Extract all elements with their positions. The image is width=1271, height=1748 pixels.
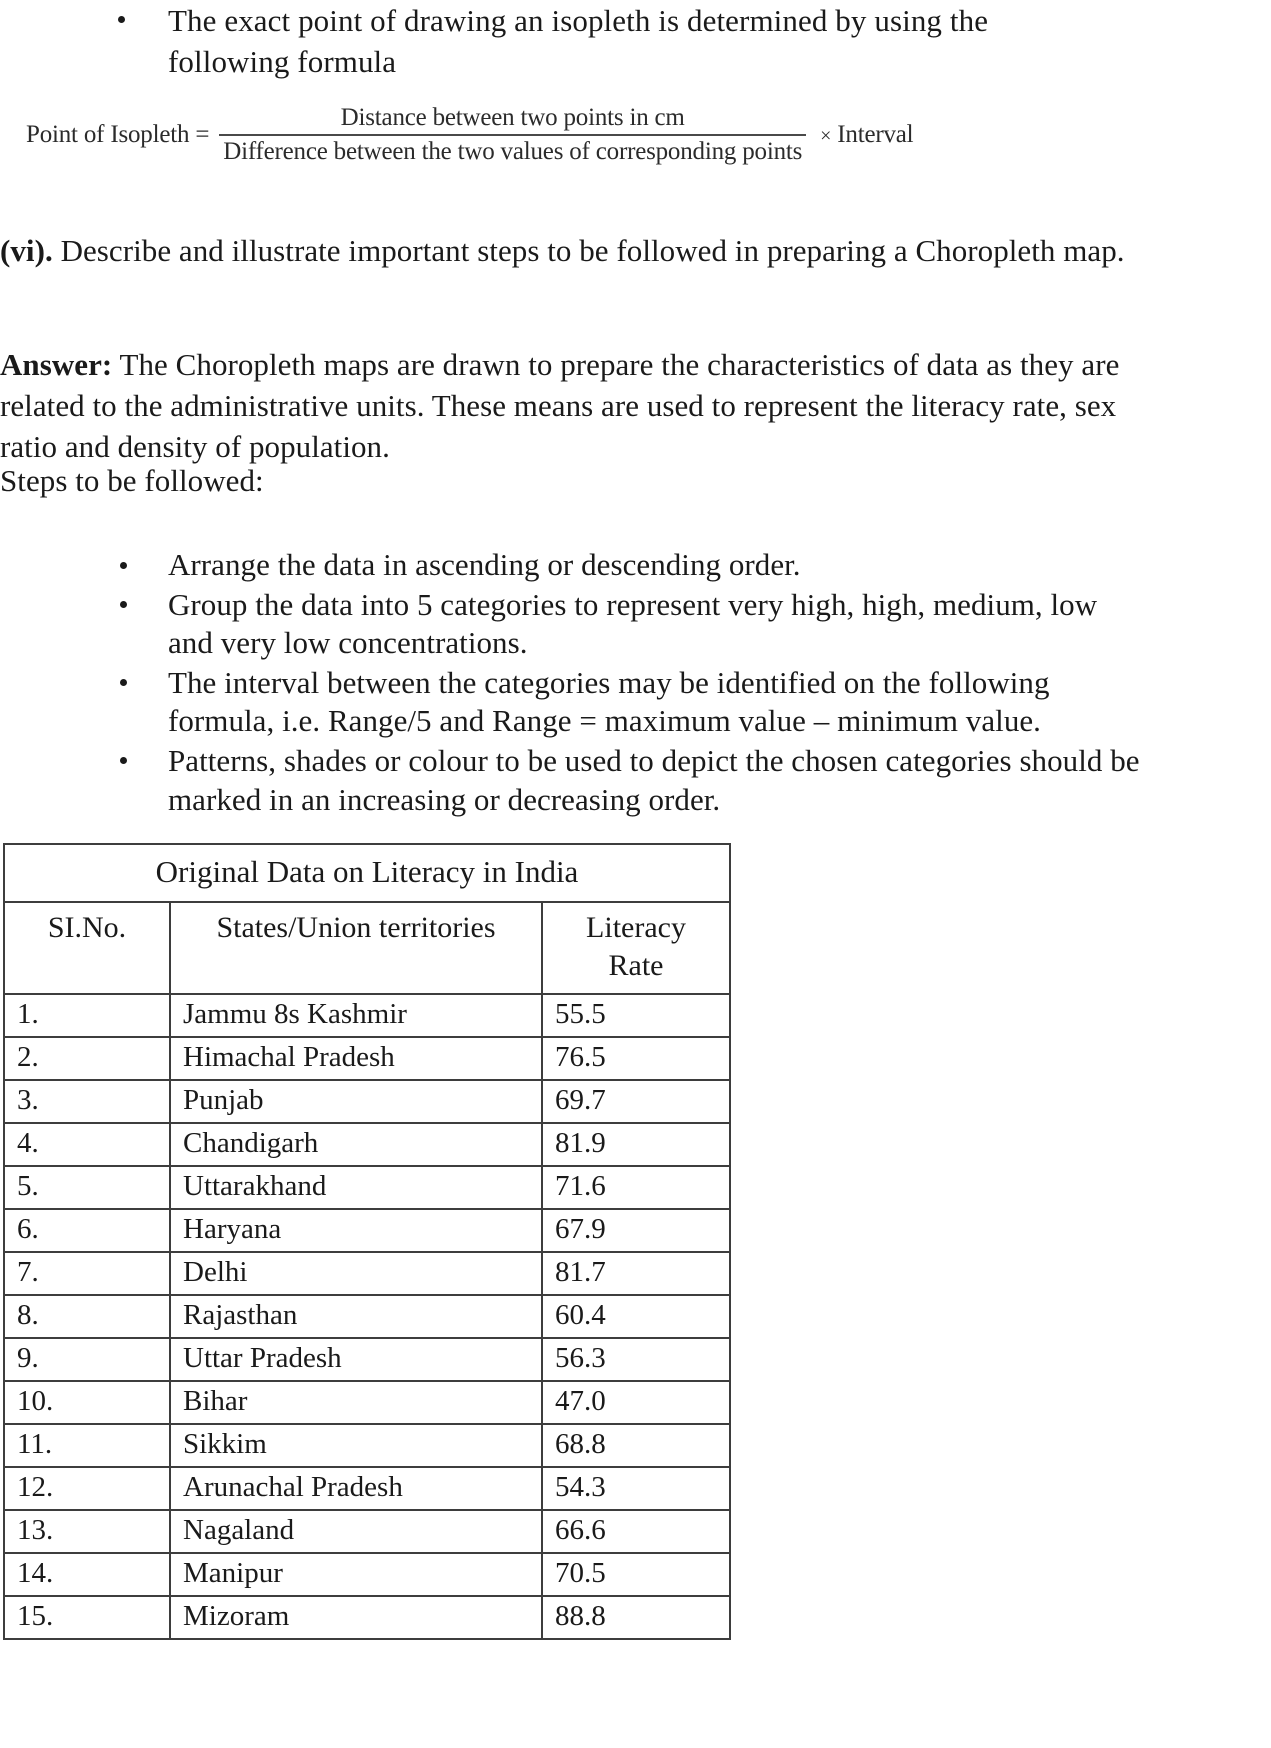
table-row — [4, 1295, 730, 1338]
cell-state: Bihar — [170, 1381, 542, 1424]
table-row — [4, 1424, 730, 1467]
table-row — [4, 1252, 730, 1295]
isopleth-formula — [26, 104, 913, 166]
cell-sl-no: 4. — [4, 1123, 170, 1166]
question-number: (vi). — [0, 233, 53, 268]
column-header-literacy-rate: Literacy Rate — [542, 902, 730, 994]
cell-sl-no: 5. — [4, 1166, 170, 1209]
steps-intro-text: Steps to be followed: — [0, 463, 264, 498]
formula-left-side: Point of Isopleth = — [26, 121, 210, 148]
table-row — [4, 1209, 730, 1252]
bullet-dot-icon — [120, 757, 127, 764]
cell-state: Himachal Pradesh — [170, 1037, 542, 1080]
cell-literacy-rate: 66.6 — [542, 1510, 730, 1553]
bullet-dot-icon — [118, 16, 125, 23]
cell-literacy-rate: 70.5 — [542, 1553, 730, 1596]
cell-literacy-rate: 81.9 — [542, 1123, 730, 1166]
table-header-row — [4, 902, 730, 994]
cell-state: Jammu 8s Kashmir — [170, 994, 542, 1037]
bullet-dot-icon — [120, 601, 127, 608]
answer-paragraph — [0, 344, 1160, 468]
list-item — [0, 546, 1180, 585]
cell-state: Nagaland — [170, 1510, 542, 1553]
cell-sl-no: 3. — [4, 1080, 170, 1123]
list-item — [0, 664, 1180, 741]
cell-state: Punjab — [170, 1080, 542, 1123]
table-row — [4, 1553, 730, 1596]
formula-fraction — [219, 104, 806, 166]
answer-label: Answer: — [0, 347, 113, 382]
table-row — [4, 994, 730, 1037]
table-row — [4, 1166, 730, 1209]
multiplication-icon: × — [820, 125, 832, 147]
column-header-state: States/Union territories — [170, 902, 542, 994]
bullet-text: Group the data into 5 categories to represent very high, high, medium, low and very low concentrations. — [168, 586, 1098, 661]
question-paragraph — [0, 230, 1160, 271]
list-item — [0, 586, 1180, 663]
cell-state: Manipur — [170, 1553, 542, 1596]
formula-numerator: Distance between two points in cm — [340, 104, 685, 131]
cell-literacy-rate: 55.5 — [542, 994, 730, 1037]
cell-state: Sikkim — [170, 1424, 542, 1467]
cell-sl-no: 11. — [4, 1424, 170, 1467]
cell-literacy-rate: 76.5 — [542, 1037, 730, 1080]
table-head — [4, 844, 730, 994]
bullet-text: The interval between the categories may be identified on the following formula, i.e. Range/5 and Range = maximum value – minimum value. — [168, 664, 1050, 739]
cell-state: Haryana — [170, 1209, 542, 1252]
cell-state: Arunachal Pradesh — [170, 1467, 542, 1510]
bullet-dot-icon — [120, 562, 127, 569]
cell-state: Uttar Pradesh — [170, 1338, 542, 1381]
cell-sl-no: 9. — [4, 1338, 170, 1381]
cell-sl-no: 8. — [4, 1295, 170, 1338]
cell-literacy-rate: 56.3 — [542, 1338, 730, 1381]
cell-literacy-rate: 81.7 — [542, 1252, 730, 1295]
table-row — [4, 1338, 730, 1381]
table-row — [4, 1123, 730, 1166]
table-title-row — [4, 844, 730, 902]
cell-literacy-rate: 67.9 — [542, 1209, 730, 1252]
bullet-text: Patterns, shades or colour to be used to depict the chosen categories should be marked in an increasing or decreasing order. — [168, 742, 1140, 817]
table-title: Original Data on Literacy in India — [4, 844, 730, 902]
cell-sl-no: 7. — [4, 1252, 170, 1295]
bullet-text: The exact point of drawing an isopleth is determined by using the following formula — [168, 3, 989, 80]
answer-text: The Choropleth maps are drawn to prepare the characteristics of data as they are related to the administrative units. These means are used to represent the literacy rate, sex ratio and density of population. — [0, 347, 1120, 465]
list-item — [0, 742, 1180, 819]
cell-literacy-rate: 88.8 — [542, 1596, 730, 1639]
cell-sl-no: 10. — [4, 1381, 170, 1424]
cell-sl-no: 14. — [4, 1553, 170, 1596]
bullet-dot-icon — [120, 679, 127, 686]
question-text: Describe and illustrate important steps to be followed in preparing a Choropleth map. — [52, 233, 1125, 268]
isopleth-bullet-list — [0, 0, 1271, 82]
cell-literacy-rate: 71.6 — [542, 1166, 730, 1209]
cell-sl-no: 1. — [4, 994, 170, 1037]
cell-state: Delhi — [170, 1252, 542, 1295]
table-row — [4, 1510, 730, 1553]
literacy-data-table — [3, 843, 731, 1640]
table-row — [4, 1467, 730, 1510]
table-row — [4, 1381, 730, 1424]
formula-interval-label: Interval — [837, 121, 914, 148]
table-row — [4, 1037, 730, 1080]
bullet-text: Arrange the data in ascending or descending order. — [168, 547, 801, 582]
cell-state: Mizoram — [170, 1596, 542, 1639]
cell-literacy-rate: 60.4 — [542, 1295, 730, 1338]
formula-denominator: Difference between the two values of corresponding points — [223, 138, 803, 165]
cell-literacy-rate: 69.7 — [542, 1080, 730, 1123]
cell-state: Rajasthan — [170, 1295, 542, 1338]
column-header-sl-no: SI.No. — [4, 902, 170, 994]
choropleth-steps-list — [0, 546, 1180, 820]
cell-literacy-rate: 68.8 — [542, 1424, 730, 1467]
cell-sl-no: 6. — [4, 1209, 170, 1252]
cell-sl-no: 13. — [4, 1510, 170, 1553]
table-row — [4, 1080, 730, 1123]
cell-literacy-rate: 47.0 — [542, 1381, 730, 1424]
cell-state: Chandigarh — [170, 1123, 542, 1166]
cell-sl-no: 2. — [4, 1037, 170, 1080]
table-body — [4, 994, 730, 1639]
formula-right-side — [806, 121, 913, 149]
cell-state: Uttarakhand — [170, 1166, 542, 1209]
list-item — [0, 0, 1271, 82]
cell-sl-no: 12. — [4, 1467, 170, 1510]
cell-literacy-rate: 54.3 — [542, 1467, 730, 1510]
table-row — [4, 1596, 730, 1639]
cell-sl-no: 15. — [4, 1596, 170, 1639]
